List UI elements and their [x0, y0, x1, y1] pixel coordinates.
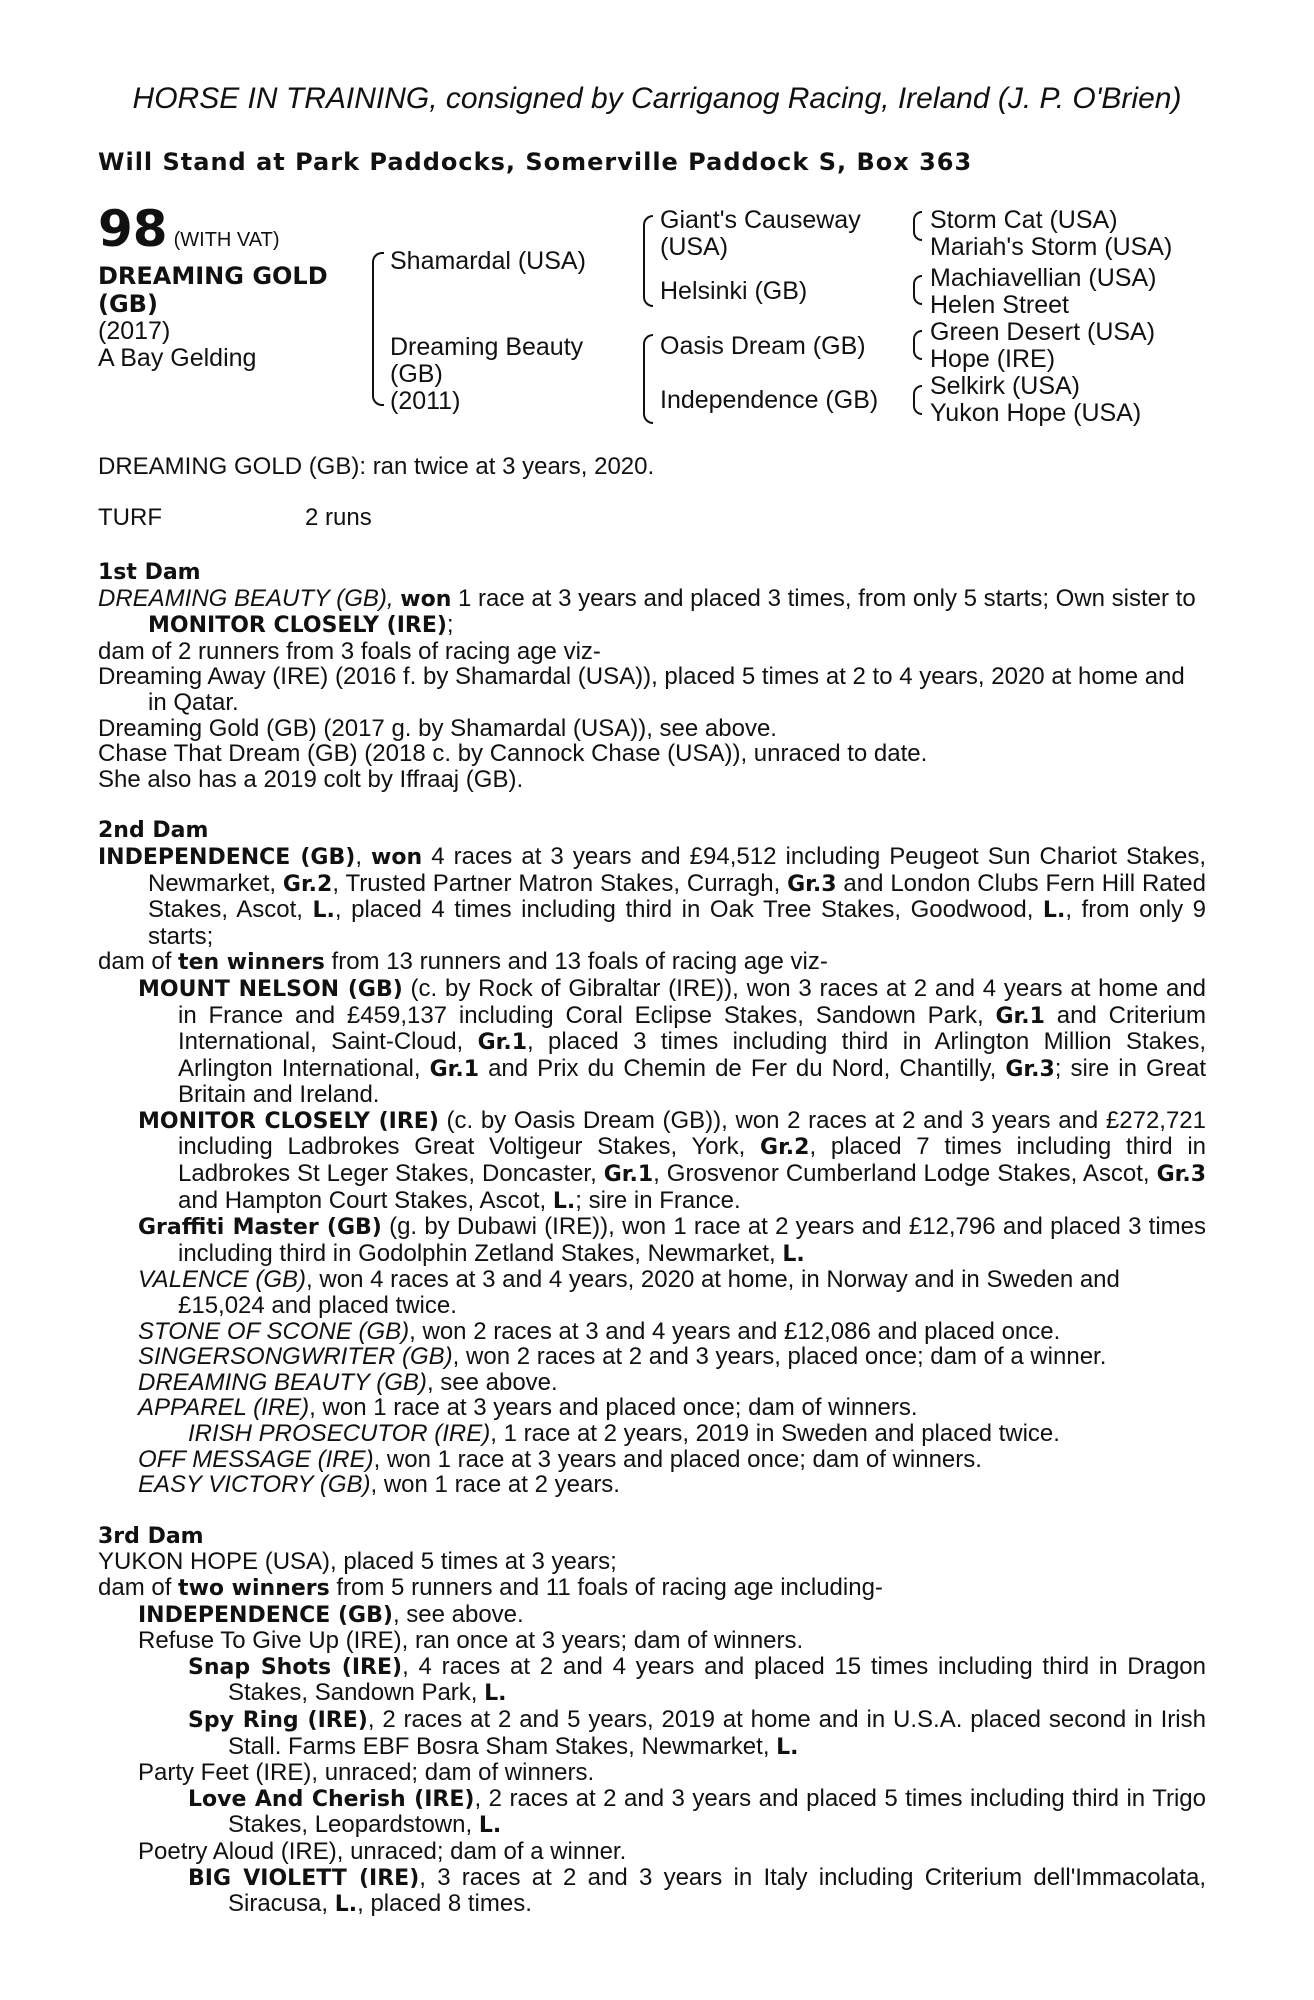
dam2-l-2: L.	[1042, 898, 1066, 924]
dam1-text1: 1 race at 3 years and placed 3 times, from only 5 starts; Own sister to	[451, 584, 1196, 612]
spy-l: L.	[776, 1734, 799, 1760]
spy-name: Spy Ring (IRE)	[188, 1707, 368, 1733]
sire-dam: Helsinki (GB)	[660, 277, 808, 305]
big-t1: , 3 races at 2 and 3 years in Italy including Criterium dell'Immacolata, Siracusa,	[228, 1863, 1206, 1918]
dam2-l-1: L.	[312, 898, 335, 924]
catalogue-header: HORSE IN TRAINING, consigned by Carriganog Racing, Ireland (J. P. O'Brien)	[132, 82, 1182, 115]
om-t: , won 1 race at 3 years and placed once; dam of winners.	[373, 1445, 982, 1473]
love-name: Love And Cherish (IRE)	[188, 1786, 475, 1812]
mn-gr1-b: Gr.1	[477, 1030, 528, 1056]
mc-t2: , placed 7 times including third in Ladbrokes St Leger Stakes, Doncaster,	[178, 1133, 1206, 1188]
produce-irish-prosecutor	[188, 1421, 1206, 1447]
mn-t2: and Criterium International, Saint-Cloud,	[178, 1001, 1206, 1056]
grandparent-1: Storm Cat (USA)	[930, 206, 1118, 234]
mn-t5: ; sire in Great Britain and Ireland.	[178, 1054, 1207, 1109]
produce-easy-victory	[138, 1472, 1206, 1498]
mc-t1: (c. by Oasis Dream (GB)), won 2 races at 2 and 3 years and £272,721 including Ladbrokes Great Voltigeur Stakes, York,	[178, 1106, 1206, 1161]
dam3-love-and-cherish	[188, 1786, 1206, 1839]
ap-t: , won 1 race at 3 years and placed once; dam of winners.	[309, 1394, 918, 1422]
ev-t: , won 1 race at 2 years.	[370, 1471, 620, 1499]
dam3-record: YUKON HOPE (USA), placed 5 times at 3 years;	[98, 1548, 617, 1576]
mn-gr1-a: Gr.1	[995, 1003, 1045, 1029]
dam-sire: Oasis Dream (GB)	[660, 332, 866, 360]
race-record-surface: TURF	[98, 504, 162, 531]
dam1-sister: MONITOR CLOSELY (IRE)	[148, 613, 447, 639]
mn-t4: and Prix du Chemin de Fer du Nord, Chantilly,	[479, 1054, 1006, 1082]
ss-t: , won 2 races at 3 and 4 years and £12,086 and placed once.	[409, 1317, 1061, 1345]
horse-description: A Bay Gelding	[98, 344, 257, 372]
love-l: L.	[478, 1813, 502, 1839]
horse-name-line1: DREAMING GOLD	[98, 262, 328, 290]
dam2-t5: , from only 9 starts;	[148, 896, 1206, 950]
mn-t1: (c. by Rock of Gibraltar (IRE)), won 3 races at 2 and 4 years at home and in France and £459,137 including Coral Eclipse Stakes, Sandown Park,	[178, 974, 1206, 1029]
dam3-snap-shots	[188, 1654, 1206, 1707]
dam3-party-feet: Party Feet (IRE), unraced; dam of winners.	[138, 1759, 595, 1787]
dam1-also: She also has a 2019 colt by Iffraaj (GB).	[98, 765, 524, 793]
dam2-intro-c: from 13 runners and 13 foals of racing age viz-	[324, 948, 828, 976]
ind-name: INDEPENDENCE (GB)	[138, 1602, 393, 1628]
produce-monitor-closely	[138, 1108, 1206, 1214]
grandparent-7: Selkirk (USA)	[930, 372, 1081, 400]
dam3-refuse: Refuse To Give Up (IRE), ran once at 3 years; dam of winners.	[138, 1627, 804, 1655]
mc-gr3: Gr.3	[1156, 1162, 1206, 1188]
produce-mount-nelson	[138, 976, 1206, 1108]
dam3-intro-b: two winners	[178, 1575, 330, 1601]
dam2-gr2: Gr.2	[282, 871, 333, 897]
grandparent-8: Yukon Hope (USA)	[930, 399, 1142, 427]
mc-gr1: Gr.1	[603, 1162, 654, 1188]
vat-note: (WITH VAT)	[173, 229, 280, 251]
grandparent-3: Machiavellian (USA)	[930, 264, 1157, 292]
va-t: , won 4 races at 3 and 4 years, 2020 at home, in Norway and in Sweden and £15,024 and placed twice.	[178, 1266, 1120, 1320]
sire: Shamardal (USA)	[390, 247, 586, 275]
dam3-intro-c: from 5 runners and 11 foals of racing age including-	[329, 1573, 883, 1601]
mn-gr1-c: Gr.1	[429, 1056, 480, 1082]
pedigree-brace-bottom	[372, 322, 384, 406]
dam1-produce-intro: dam of 2 runners from 3 foals of racing age viz-	[98, 637, 601, 665]
ev-name: EASY VICTORY (GB)	[138, 1471, 371, 1499]
dam3-poetry-aloud: Poetry Aloud (IRE), unraced; dam of a winner.	[138, 1837, 627, 1865]
dam3-big-violett	[188, 1865, 1206, 1918]
dam3-intro	[98, 1575, 1206, 1602]
big-l: L.	[334, 1892, 358, 1918]
produce-stone-of-scone	[138, 1319, 1206, 1345]
produce-singersongwriter	[138, 1344, 1206, 1370]
ap-name: APPAREL (IRE)	[138, 1394, 310, 1422]
snap-name: Snap Shots (IRE)	[188, 1654, 403, 1680]
spy-t: , 2 races at 2 and 5 years, 2019 at home and in U.S.A. placed second in Irish Stall. Farms EBF Bosra Sham Stakes, Newmarket,	[228, 1705, 1206, 1760]
ip-name: IRISH PROSECUTOR (IRE)	[188, 1420, 491, 1447]
grandparent-5: Green Desert (USA)	[930, 318, 1156, 346]
produce-off-message	[138, 1447, 1206, 1473]
sire-sire-line1: Giant's Causeway	[660, 206, 861, 234]
gm-name: Graffiti Master (GB)	[138, 1215, 382, 1241]
mc-gr2: Gr.2	[760, 1135, 810, 1161]
ip-t: , 1 race at 2 years, 2019 in Sweden and placed twice.	[490, 1420, 1060, 1447]
dam3-spy-ring	[188, 1707, 1206, 1760]
race-record-runs: 2 runs	[305, 504, 372, 531]
catalogue-body	[98, 556, 1206, 1918]
dam3-heading: 3rd Dam	[98, 1523, 204, 1549]
stand-location: Will Stand at Park Paddocks, Somerville Paddock S, Box 363	[98, 148, 973, 176]
dam2-intro-a: dam of	[98, 948, 179, 976]
horse-meta	[98, 318, 256, 372]
db-name: DREAMING BEAUTY (GB)	[138, 1368, 427, 1396]
sw-name: SINGERSONGWRITER (GB)	[138, 1343, 453, 1371]
snap-l: L.	[484, 1681, 507, 1707]
mn-gr3: Gr.3	[1005, 1056, 1055, 1082]
gm-l: L.	[782, 1241, 805, 1267]
va-name: VALENCE (GB)	[138, 1266, 307, 1294]
dam-line3: (2011)	[390, 387, 461, 415]
sw-t: , won 2 races at 2 and 3 years, placed once; dam of a winner.	[452, 1343, 1107, 1371]
horse-name	[98, 262, 358, 318]
dam1-record	[98, 586, 1206, 639]
produce-apparel	[138, 1395, 1206, 1421]
foaling-year: (2017)	[98, 317, 171, 345]
mc-name: MONITOR CLOSELY (IRE)	[138, 1108, 439, 1134]
dam1-name: DREAMING BEAUTY (GB),	[98, 584, 394, 612]
dam2-heading: 2nd Dam	[98, 818, 209, 844]
dam2-t3: and London Clubs Fern Hill Rated Stakes, Ascot,	[148, 869, 1206, 924]
big-name: BIG VIOLETT (IRE)	[188, 1865, 420, 1891]
pedigree-brace-top	[372, 252, 384, 324]
mn-name: MOUNT NELSON (GB)	[138, 976, 403, 1002]
g-brace-3b	[913, 344, 922, 360]
ind-t: , see above.	[392, 1600, 524, 1628]
om-name: OFF MESSAGE (IRE)	[138, 1445, 374, 1473]
dam1-produce-3: Chase That Dream (GB) (2018 c. by Cannock Chase (USA)), unraced to date.	[98, 740, 928, 768]
dam-line2: (GB)	[390, 360, 443, 388]
dam1-won: won	[400, 586, 452, 612]
dam1-produce-2: Dreaming Gold (GB) (2017 g. by Shamardal (USA)), see above.	[98, 714, 777, 742]
lot-number-block	[98, 200, 280, 258]
dam2-intro	[98, 949, 1206, 976]
mc-l: L.	[552, 1188, 576, 1214]
dam-line1: Dreaming Beauty	[390, 333, 584, 361]
sire-sire-line2: (USA)	[660, 233, 729, 261]
dam	[390, 334, 583, 415]
dam3-independence	[138, 1602, 1206, 1629]
grandparent-6: Hope (IRE)	[930, 345, 1056, 373]
dam1-text2: ;	[446, 611, 454, 639]
db-t: , see above.	[426, 1368, 558, 1396]
dam2-t4: , placed 4 times including third in Oak Tree Stakes, Goodwood,	[334, 896, 1043, 924]
dam2-gr3: Gr.3	[787, 871, 837, 897]
dam2-name: INDEPENDENCE (GB)	[98, 844, 356, 870]
dam2-t2: , Trusted Partner Matron Stakes, Curragh,	[332, 869, 788, 897]
produce-dreaming-beauty	[138, 1370, 1206, 1396]
produce-graffiti-master	[138, 1214, 1206, 1267]
g-brace-4b	[913, 399, 922, 415]
grandparent-4: Helen Street	[930, 291, 1069, 319]
grandparent-2: Mariah's Storm (USA)	[930, 233, 1173, 261]
g-brace-2b	[913, 289, 922, 305]
dam2-won: won	[371, 844, 423, 870]
lot-number: 98	[98, 200, 168, 258]
dam3-intro-a: dam of	[98, 1573, 179, 1601]
dam-brace-bottom	[643, 374, 653, 424]
dam-dam: Independence (GB)	[660, 386, 879, 414]
g-brace-1b	[913, 225, 922, 241]
mn-t3: , placed 3 times including third in Arlington Million Stakes, Arlington International,	[178, 1028, 1206, 1082]
horse-name-line2: (GB)	[98, 290, 158, 318]
dam2-t1: 4 races at 3 years and £94,512 including Peugeot Sun Chariot Stakes, Newmarket,	[148, 842, 1206, 897]
ss-name: STONE OF SCONE (GB)	[138, 1317, 410, 1345]
gm-t1: (g. by Dubawi (IRE)), won 1 race at 2 years and £12,796 and placed 3 times including third in Godolphin Zetland Stakes, Newmarket,	[178, 1213, 1206, 1267]
sire-brace-bottom	[643, 255, 653, 307]
big-t2: , placed 8 times.	[357, 1890, 532, 1918]
sire-brace-top	[643, 215, 653, 257]
race-record-summary: DREAMING GOLD (GB): ran twice at 3 years, 2020.	[98, 453, 655, 480]
mc-t5: ; sire in France.	[575, 1186, 741, 1214]
snap-t: , 4 races at 2 and 4 years and placed 15 times including third in Dragon Stakes, Sandown Park,	[228, 1652, 1207, 1707]
love-t: , 2 races at 2 and 3 years and placed 5 times including third in Trigo Stakes, Leopardstown,	[228, 1784, 1207, 1839]
dam1-heading: 1st Dam	[98, 560, 201, 585]
dam1-produce-1: Dreaming Away (IRE) (2016 f. by Shamardal (USA)), placed 5 times at 2 to 4 years, 2020 at home and in Qatar.	[98, 663, 1185, 716]
sire-sire	[660, 207, 861, 261]
produce-valence	[138, 1267, 1206, 1318]
dam-brace-top	[643, 334, 653, 376]
dam2-intro-b: ten winners	[178, 950, 325, 976]
dam2-record: INDEPENDENCE (GB), won 4 races at 3 years and £94,512 including Peugeot Sun Chariot Stakes, Newmarket, Gr.2, Trusted Partner Matron Stakes, Curragh, Gr.3 and London Clubs Fern Hill Rated Stakes, Ascot, L., placed 4 times including third in Oak Tree Stakes, Goodwood, L., from only 9 starts;	[98, 842, 1206, 950]
mc-t4: and Hampton Court Stakes, Ascot,	[178, 1186, 553, 1214]
mc-t3: , Grosvenor Cumberland Lodge Stakes, Ascot,	[653, 1160, 1157, 1188]
